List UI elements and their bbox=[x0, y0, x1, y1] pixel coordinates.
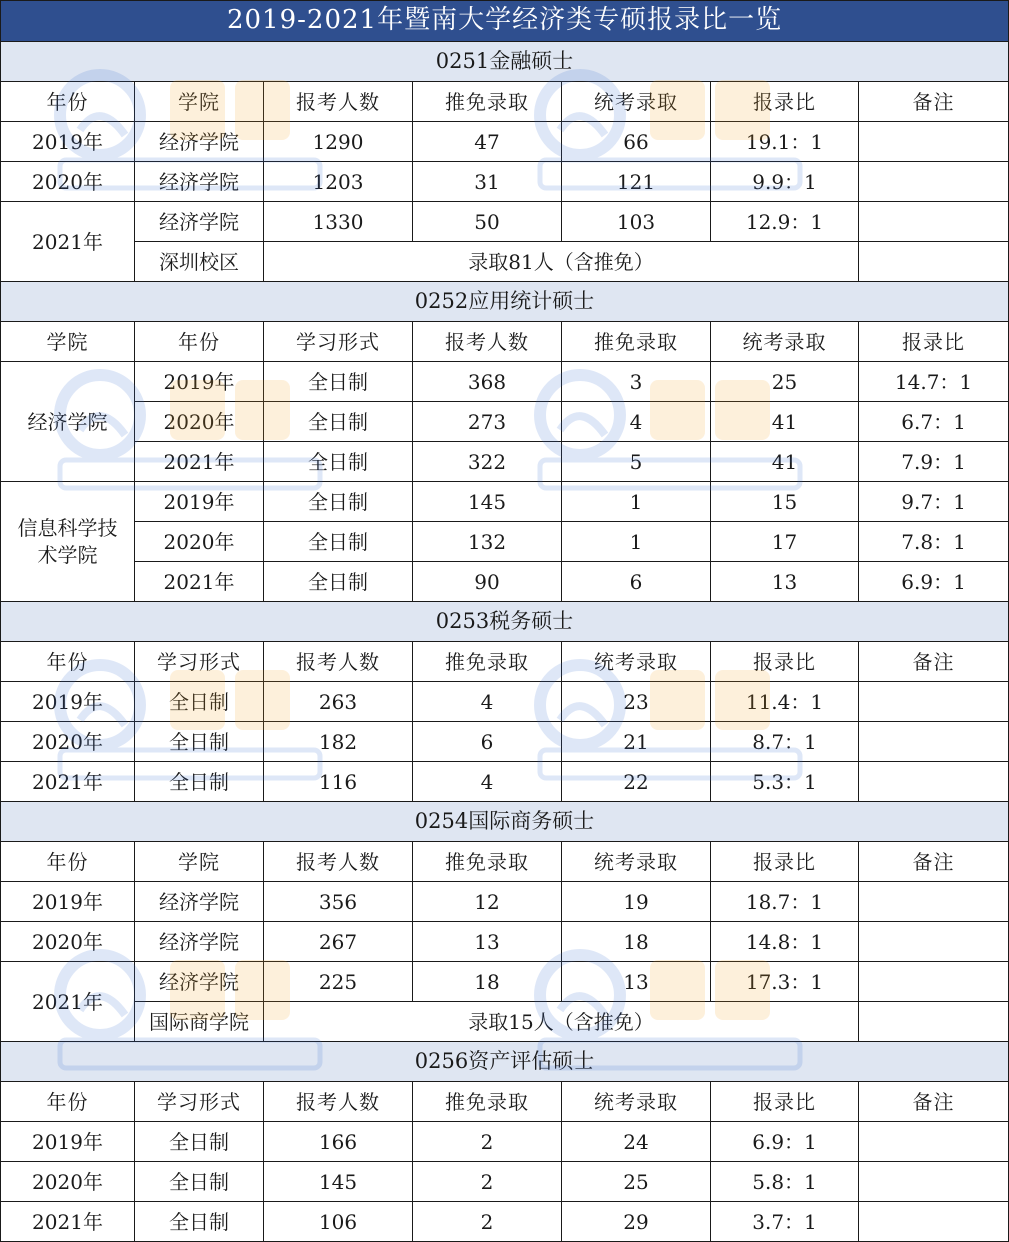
col-header: 报录比 bbox=[711, 842, 859, 882]
col-header: 年份 bbox=[1, 1082, 135, 1122]
applicants-cell: 132 bbox=[413, 522, 562, 562]
col-header: 报考人数 bbox=[264, 842, 413, 882]
ratio-cell: 6.7：1 bbox=[859, 402, 1009, 442]
note-cell bbox=[859, 722, 1009, 762]
table-row bbox=[1, 1202, 1009, 1242]
form-cell: 全日制 bbox=[135, 1202, 264, 1242]
exam-cell: 25 bbox=[711, 362, 859, 402]
school-cell: 经济学院 bbox=[135, 962, 264, 1002]
applicants-cell: 166 bbox=[264, 1122, 413, 1162]
col-header: 年份 bbox=[1, 642, 135, 682]
school-cell: 经济学院 bbox=[135, 122, 264, 162]
col-header: 统考录取 bbox=[562, 1082, 711, 1122]
exam-cell: 19 bbox=[562, 882, 711, 922]
col-header: 报考人数 bbox=[264, 642, 413, 682]
col-header: 统考录取 bbox=[562, 842, 711, 882]
exempt-cell: 2 bbox=[413, 1162, 562, 1202]
exam-cell: 18 bbox=[562, 922, 711, 962]
applicants-cell: 1290 bbox=[264, 122, 413, 162]
note-cell bbox=[859, 1122, 1009, 1162]
table-row bbox=[1, 962, 1009, 1002]
applicants-cell: 145 bbox=[413, 482, 562, 522]
applicants-cell: 90 bbox=[413, 562, 562, 602]
col-header: 报录比 bbox=[711, 1082, 859, 1122]
col-header: 推免录取 bbox=[413, 842, 562, 882]
note-cell bbox=[859, 202, 1009, 242]
ratio-cell: 9.7：1 bbox=[859, 482, 1009, 522]
table-row bbox=[1, 202, 1009, 242]
applicants-cell: 116 bbox=[264, 762, 413, 802]
form-cell: 全日制 bbox=[264, 402, 413, 442]
exam-cell: 21 bbox=[562, 722, 711, 762]
applicants-cell: 145 bbox=[264, 1162, 413, 1202]
col-header: 统考录取 bbox=[562, 82, 711, 122]
table-row bbox=[1, 242, 1009, 282]
col-header: 年份 bbox=[135, 322, 264, 362]
ratio-cell: 17.3：1 bbox=[711, 962, 859, 1002]
header-row-intl-business bbox=[1, 842, 1009, 882]
col-header: 报考人数 bbox=[413, 322, 562, 362]
school-cell bbox=[1, 482, 135, 602]
note-cell bbox=[859, 922, 1009, 962]
note-cell bbox=[859, 122, 1009, 162]
ratio-cell: 6.9：1 bbox=[859, 562, 1009, 602]
year-cell: 2020年 bbox=[135, 402, 264, 442]
table-row bbox=[1, 482, 1009, 522]
note-cell bbox=[859, 882, 1009, 922]
col-header: 学院 bbox=[1, 322, 135, 362]
exempt-cell: 13 bbox=[413, 922, 562, 962]
col-header: 统考录取 bbox=[562, 642, 711, 682]
applicants-cell: 356 bbox=[264, 882, 413, 922]
exam-cell: 103 bbox=[562, 202, 711, 242]
year-cell: 2021年 bbox=[135, 442, 264, 482]
year-cell: 2019年 bbox=[1, 882, 135, 922]
page-title: 2019-2021年暨南大学经济类专硕报录比一览 bbox=[1, 1, 1009, 42]
applicants-cell: 267 bbox=[264, 922, 413, 962]
exempt-cell: 50 bbox=[413, 202, 562, 242]
exam-cell: 24 bbox=[562, 1122, 711, 1162]
ratio-cell: 11.4：1 bbox=[711, 682, 859, 722]
exam-cell: 29 bbox=[562, 1202, 711, 1242]
year-cell: 2019年 bbox=[1, 122, 135, 162]
note-cell bbox=[859, 682, 1009, 722]
year-cell: 2020年 bbox=[1, 722, 135, 762]
table-row bbox=[1, 522, 1009, 562]
ratio-cell: 5.8：1 bbox=[711, 1162, 859, 1202]
table-row bbox=[1, 922, 1009, 962]
ratio-cell: 8.7：1 bbox=[711, 722, 859, 762]
header-row-tax bbox=[1, 642, 1009, 682]
header-row-asset-appraisal bbox=[1, 1082, 1009, 1122]
table-row bbox=[1, 722, 1009, 762]
table-row bbox=[1, 1122, 1009, 1162]
form-cell: 全日制 bbox=[135, 722, 264, 762]
table-row bbox=[1, 882, 1009, 922]
exempt-cell: 12 bbox=[413, 882, 562, 922]
exam-cell: 25 bbox=[562, 1162, 711, 1202]
section-title-intl-business: 0254国际商务硕士 bbox=[1, 802, 1009, 842]
form-cell: 全日制 bbox=[264, 562, 413, 602]
exam-cell: 22 bbox=[562, 762, 711, 802]
year-cell: 2020年 bbox=[1, 162, 135, 202]
year-cell: 2020年 bbox=[1, 922, 135, 962]
exam-cell: 41 bbox=[711, 442, 859, 482]
exam-cell: 17 bbox=[711, 522, 859, 562]
col-header: 学院 bbox=[135, 82, 264, 122]
exam-cell: 13 bbox=[711, 562, 859, 602]
exam-cell: 13 bbox=[562, 962, 711, 1002]
exam-cell: 66 bbox=[562, 122, 711, 162]
exempt-cell: 18 bbox=[413, 962, 562, 1002]
col-header: 报考人数 bbox=[264, 1082, 413, 1122]
ratio-cell: 7.8：1 bbox=[859, 522, 1009, 562]
col-header: 学院 bbox=[135, 842, 264, 882]
col-header: 学习形式 bbox=[135, 642, 264, 682]
section-title-tax: 0253税务硕士 bbox=[1, 602, 1009, 642]
ratio-cell: 14.7：1 bbox=[859, 362, 1009, 402]
year-cell: 2019年 bbox=[135, 482, 264, 522]
note-cell bbox=[859, 1162, 1009, 1202]
header-row-statistics bbox=[1, 322, 1009, 362]
col-header: 推免录取 bbox=[413, 82, 562, 122]
school-cell: 经济学院 bbox=[135, 882, 264, 922]
exempt-cell: 4 bbox=[413, 682, 562, 722]
table-row bbox=[1, 1162, 1009, 1202]
note-cell bbox=[859, 162, 1009, 202]
table-row bbox=[1, 402, 1009, 442]
note-cell bbox=[859, 242, 1009, 282]
year-cell: 2021年 bbox=[135, 562, 264, 602]
school-cell: 经济学院 bbox=[1, 362, 135, 482]
note-cell bbox=[859, 762, 1009, 802]
exam-cell: 121 bbox=[562, 162, 711, 202]
note-cell bbox=[859, 1202, 1009, 1242]
col-header: 报录比 bbox=[859, 322, 1009, 362]
school-cell: 经济学院 bbox=[135, 202, 264, 242]
year-cell: 2019年 bbox=[1, 682, 135, 722]
form-cell: 全日制 bbox=[135, 1162, 264, 1202]
year-cell: 2020年 bbox=[1, 1162, 135, 1202]
col-header: 学习形式 bbox=[264, 322, 413, 362]
col-header: 备注 bbox=[859, 82, 1009, 122]
col-header: 备注 bbox=[859, 1082, 1009, 1122]
exempt-cell: 6 bbox=[413, 722, 562, 762]
ratio-cell: 6.9：1 bbox=[711, 1122, 859, 1162]
table-row bbox=[1, 562, 1009, 602]
ratio-cell: 7.9：1 bbox=[859, 442, 1009, 482]
exempt-cell: 1 bbox=[562, 482, 711, 522]
admission-note-cell: 录取15人（含推免） bbox=[264, 1002, 859, 1042]
form-cell: 全日制 bbox=[135, 1122, 264, 1162]
col-header: 推免录取 bbox=[562, 322, 711, 362]
col-header: 年份 bbox=[1, 82, 135, 122]
school-name: 信息科学技术学院 bbox=[17, 515, 118, 567]
year-cell: 2019年 bbox=[1, 1122, 135, 1162]
exam-cell: 41 bbox=[711, 402, 859, 442]
exempt-cell: 6 bbox=[562, 562, 711, 602]
ratio-cell: 19.1：1 bbox=[711, 122, 859, 162]
table-row bbox=[1, 1002, 1009, 1042]
col-header: 报录比 bbox=[711, 642, 859, 682]
ratio-cell: 12.9：1 bbox=[711, 202, 859, 242]
note-cell bbox=[859, 1002, 1009, 1042]
form-cell: 全日制 bbox=[264, 442, 413, 482]
col-header: 备注 bbox=[859, 642, 1009, 682]
col-header: 备注 bbox=[859, 842, 1009, 882]
year-cell: 2020年 bbox=[135, 522, 264, 562]
col-header: 报录比 bbox=[711, 82, 859, 122]
table-row bbox=[1, 682, 1009, 722]
exempt-cell: 3 bbox=[562, 362, 711, 402]
exam-cell: 15 bbox=[711, 482, 859, 522]
ratio-cell: 5.3：1 bbox=[711, 762, 859, 802]
table-row bbox=[1, 122, 1009, 162]
col-header: 推免录取 bbox=[413, 1082, 562, 1122]
school-cell: 深圳校区 bbox=[135, 242, 264, 282]
applicants-cell: 1330 bbox=[264, 202, 413, 242]
exempt-cell: 2 bbox=[413, 1202, 562, 1242]
school-cell: 经济学院 bbox=[135, 922, 264, 962]
section-title-finance: 0251金融硕士 bbox=[1, 42, 1009, 82]
applicants-cell: 182 bbox=[264, 722, 413, 762]
ratio-cell: 14.8：1 bbox=[711, 922, 859, 962]
exempt-cell: 31 bbox=[413, 162, 562, 202]
ratio-cell: 3.7：1 bbox=[711, 1202, 859, 1242]
exempt-cell: 4 bbox=[413, 762, 562, 802]
col-header: 统考录取 bbox=[711, 322, 859, 362]
applicants-cell: 368 bbox=[413, 362, 562, 402]
exempt-cell: 4 bbox=[562, 402, 711, 442]
ratio-cell: 18.7：1 bbox=[711, 882, 859, 922]
form-cell: 全日制 bbox=[135, 682, 264, 722]
year-cell: 2021年 bbox=[1, 762, 135, 802]
section-title-statistics: 0252应用统计硕士 bbox=[1, 282, 1009, 322]
applicants-cell: 263 bbox=[264, 682, 413, 722]
year-cell: 2021年 bbox=[1, 962, 135, 1042]
form-cell: 全日制 bbox=[264, 362, 413, 402]
exempt-cell: 47 bbox=[413, 122, 562, 162]
form-cell: 全日制 bbox=[264, 522, 413, 562]
note-cell bbox=[859, 962, 1009, 1002]
form-cell: 全日制 bbox=[264, 482, 413, 522]
table-row bbox=[1, 762, 1009, 802]
col-header: 学习形式 bbox=[135, 1082, 264, 1122]
applicants-cell: 1203 bbox=[264, 162, 413, 202]
table-row bbox=[1, 162, 1009, 202]
col-header: 年份 bbox=[1, 842, 135, 882]
applicants-cell: 273 bbox=[413, 402, 562, 442]
section-title-asset-appraisal: 0256资产评估硕士 bbox=[1, 1042, 1009, 1082]
year-cell: 2021年 bbox=[1, 202, 135, 282]
header-row-finance bbox=[1, 82, 1009, 122]
admission-note-cell: 录取81人（含推免） bbox=[264, 242, 859, 282]
applicants-cell: 322 bbox=[413, 442, 562, 482]
year-cell: 2019年 bbox=[135, 362, 264, 402]
school-cell: 经济学院 bbox=[135, 162, 264, 202]
applicants-cell: 225 bbox=[264, 962, 413, 1002]
applicants-cell: 106 bbox=[264, 1202, 413, 1242]
exempt-cell: 1 bbox=[562, 522, 711, 562]
year-cell: 2021年 bbox=[1, 1202, 135, 1242]
exam-cell: 23 bbox=[562, 682, 711, 722]
school-cell: 国际商学院 bbox=[135, 1002, 264, 1042]
table-row bbox=[1, 362, 1009, 402]
exempt-cell: 2 bbox=[413, 1122, 562, 1162]
col-header: 报考人数 bbox=[264, 82, 413, 122]
ratio-cell: 9.9：1 bbox=[711, 162, 859, 202]
col-header: 推免录取 bbox=[413, 642, 562, 682]
exempt-cell: 5 bbox=[562, 442, 711, 482]
form-cell: 全日制 bbox=[135, 762, 264, 802]
table-row bbox=[1, 442, 1009, 482]
